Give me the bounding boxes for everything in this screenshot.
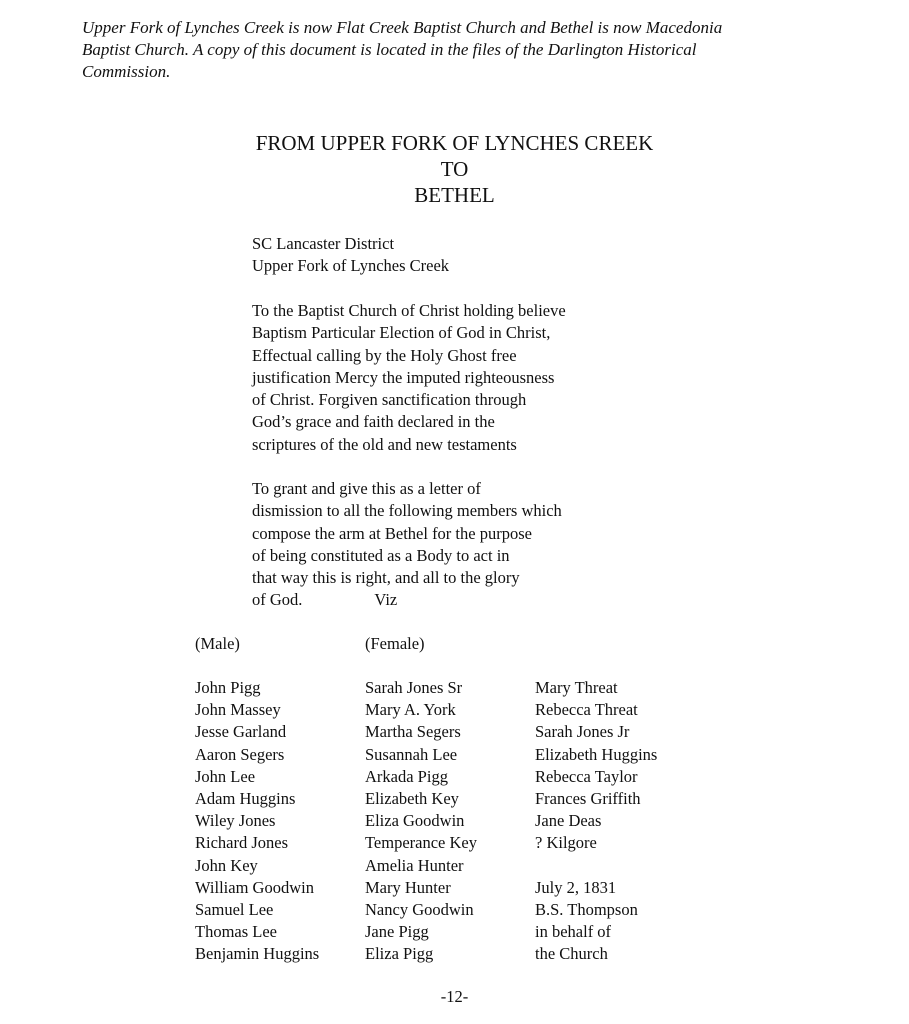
member-name: Sarah Jones Sr: [365, 678, 463, 697]
member-name: Frances Griffith: [535, 788, 641, 808]
member-name: B.S. Thompson: [535, 899, 638, 919]
paragraph-line: Effectual calling by the Holy Ghost free: [252, 345, 517, 365]
member-name: Susannah Lee: [365, 744, 458, 764]
title-line: BETHEL: [414, 183, 495, 207]
member-name: Jane Pigg: [365, 922, 429, 942]
member-name: Martha Segers: [365, 722, 461, 742]
dismission-paragraph: [252, 478, 562, 612]
paragraph-line: God’s grace and faith declared in the: [252, 412, 495, 432]
paragraph-last-line: [252, 589, 562, 611]
member-name: Aaron Segers: [195, 744, 285, 764]
member-name: Mary Hunter: [365, 877, 451, 897]
member-name: [535, 855, 657, 877]
salutation-paragraph: [252, 300, 566, 456]
member-name: Arkada Pigg: [365, 766, 448, 786]
editorial-note: [82, 17, 822, 83]
member-name: Jane Deas: [535, 811, 602, 831]
member-name: Jesse Garland: [195, 722, 287, 742]
member-name: the Church: [535, 944, 608, 964]
address-line: SC Lancaster District: [252, 234, 395, 253]
female-members-list-1: [365, 677, 477, 965]
paragraph-line: compose the arm at Bethel for the purpose: [252, 523, 532, 543]
member-name: Samuel Lee: [195, 899, 274, 919]
member-name: John Key: [195, 855, 258, 875]
member-name: William Goodwin: [195, 877, 314, 897]
paragraph-line: that way this is right, and all to the glory: [252, 568, 520, 588]
member-name: Thomas Lee: [195, 922, 278, 942]
member-name: John Lee: [195, 766, 256, 786]
member-name: Elizabeth Key: [365, 788, 459, 808]
member-name: Amelia Hunter: [365, 855, 464, 875]
address-block: [252, 233, 449, 278]
member-name: Eliza Goodwin: [365, 811, 465, 831]
male-header: (Male): [195, 634, 240, 653]
member-name: Rebecca Threat: [535, 700, 638, 720]
note-line: Upper Fork of Lynches Creek is now Flat Creek Baptist Church and Bethel is now Macedonia: [82, 18, 723, 37]
member-name: July 2, 1831: [535, 877, 617, 897]
female-header: (Female): [365, 634, 425, 653]
paragraph-line: To the Baptist Church of Christ holding believe: [252, 301, 566, 320]
member-name: Benjamin Huggins: [195, 944, 320, 964]
male-members-list: [195, 677, 319, 965]
member-name: Nancy Goodwin: [365, 899, 474, 919]
viz-label: Viz: [374, 590, 398, 610]
title-line: FROM UPPER FORK OF LYNCHES CREEK: [255, 131, 654, 155]
member-name: Mary A. York: [365, 700, 456, 720]
address-line: Upper Fork of Lynches Creek: [252, 256, 450, 276]
member-name: Elizabeth Huggins: [535, 744, 658, 764]
paragraph-line-end: of God.: [252, 590, 303, 610]
member-name: Eliza Pigg: [365, 944, 434, 964]
member-name: Temperance Key: [365, 833, 477, 853]
paragraph-line: of Christ. Forgiven sanctification through: [252, 390, 527, 410]
female-members-list-2: [535, 677, 657, 965]
page-number: -12-: [440, 987, 469, 1006]
member-name: in behalf of: [535, 922, 612, 942]
member-name: John Massey: [195, 700, 281, 720]
member-name: John Pigg: [195, 678, 261, 697]
document-title: [0, 130, 909, 208]
member-name: Sarah Jones Jr: [535, 722, 630, 742]
paragraph-line: scriptures of the old and new testaments: [252, 434, 517, 454]
paragraph-line: Baptism Particular Election of God in Christ,: [252, 323, 551, 343]
paragraph-line: of being constituted as a Body to act in: [252, 545, 510, 565]
member-name: Adam Huggins: [195, 788, 296, 808]
member-name: Wiley Jones: [195, 811, 276, 831]
title-line: TO: [440, 157, 469, 181]
paragraph-line: justification Mercy the imputed righteousness: [252, 367, 555, 387]
member-name: ? Kilgore: [535, 833, 597, 853]
note-line: Baptist Church. A copy of this document is located in the files of the Darlington Historical: [82, 40, 697, 59]
paragraph-line: dismission to all the following members which: [252, 501, 562, 521]
member-name: Mary Threat: [535, 678, 618, 697]
member-name: Rebecca Taylor: [535, 766, 638, 786]
note-line: Commission.: [82, 62, 171, 81]
member-name: Richard Jones: [195, 833, 289, 853]
paragraph-line: To grant and give this as a letter of: [252, 479, 481, 498]
